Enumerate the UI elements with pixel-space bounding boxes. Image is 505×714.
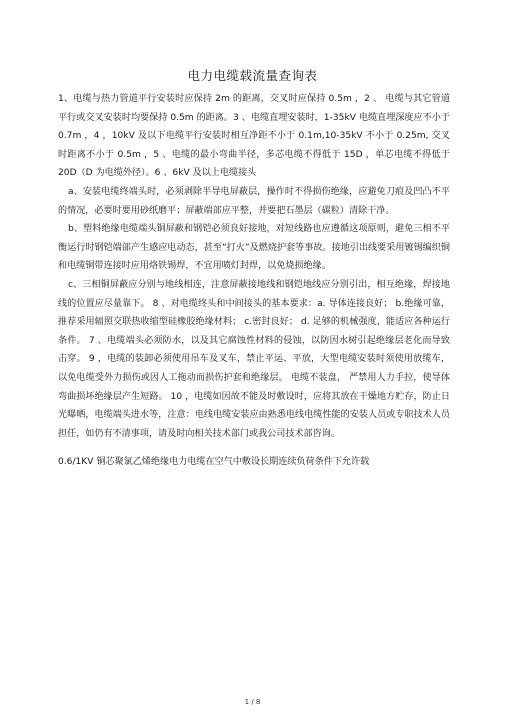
page-indicator: 1 / 8	[244, 698, 261, 706]
paragraph-table-heading: 0.6/1KV 铜芯聚氯乙烯绝缘电力电缆在空气中敷设长期连续负荷条件下允许载	[58, 457, 370, 468]
paragraph-item-a: a、安装电缆终端头时，必须剥除半导电屏蔽层，操作时不得损伤绝缘，应避免刀痕及凹凸不平的情况，必要时要用砂纸磨平；屏蔽端部应平整，并要把石墨层（碳粒）清除干净。	[58, 186, 450, 216]
document-title: 电力电缆载流量查询表	[187, 68, 318, 83]
document-body	[58, 90, 450, 472]
paragraph-intro: 1、电缆与热力管道平行安装时应保持 2m 的距离，交叉时应保持 0.5m ，2 、 电缆与其它管道平行或交叉安装时均要保持 0.5m 的距离。3 、电缆直埋安装时，1-35kV 电缆直埋深度应不小于 0.7m ，4 ，10kV 及以下电缆平行安装时相互净距不小于 0.1m,10-35kV 不小于 0.25m, 交叉时距离不小于 0.5m ，5 、电缆的最小弯曲半径，多芯电缆不得低于 15D ，单芯电缆不得低于 20D（D 为电缆外径）。6 、6kV 及以上电缆接头	[58, 94, 450, 179]
paragraph-item-b: b、塑料绝缘电缆端头铜屏蔽和钢铠必须良好接地，对短线路也应遵循这项原则，避免三相不平衡运行时钢铠端部产生感应电动态，甚至“打火”及燃烧护套等事故。接地引出线要采用镀锡编织铜和电缆铜带连接时应用烙铁锡焊，不宜用喷灯封焊，以免烧损绝缘。	[58, 224, 450, 272]
paragraph-item-c: c、三相铜屏蔽应分别与地线相连，注意屏蔽接地线和钢铠地线应分别引出，相互绝缘，焊接地线的位置应尽量靠下。 8 、对电缆终头和中间接头的基本要求：a. 导体连接良好； b.绝缘可靠，推荐采用辐照交联热收缩型硅橡胶绝缘材料； c.密封良好； d. 足够的机械强度，能适应各种运行条件。 7 、电缆端头必须防水，以及其它腐蚀性材料的侵蚀，以防因水树引起绝缘层老化而导致击穿。 9 ，电缆的装卸必须使用吊车及叉车，禁止平运、平放，大型电缆安装时须使用放缆车，以免电缆受外力损伤或因人工拖动而损伤护套和绝缘层。 电缆不装盘， 严禁用人力手拉，使导体弯曲损坏绝缘层产生短路。 10 ，电缆如因故不能及时敷设时，应将其放在干燥地方贮存，防止日光曝晒，电缆端头进水等，注意：电线电缆安装应由熟悉电线电缆性能的安装人员或专职技术人员担任，如仍有不清事项，请及时向相关技术部门或我公司技术部咨询。	[58, 279, 450, 439]
